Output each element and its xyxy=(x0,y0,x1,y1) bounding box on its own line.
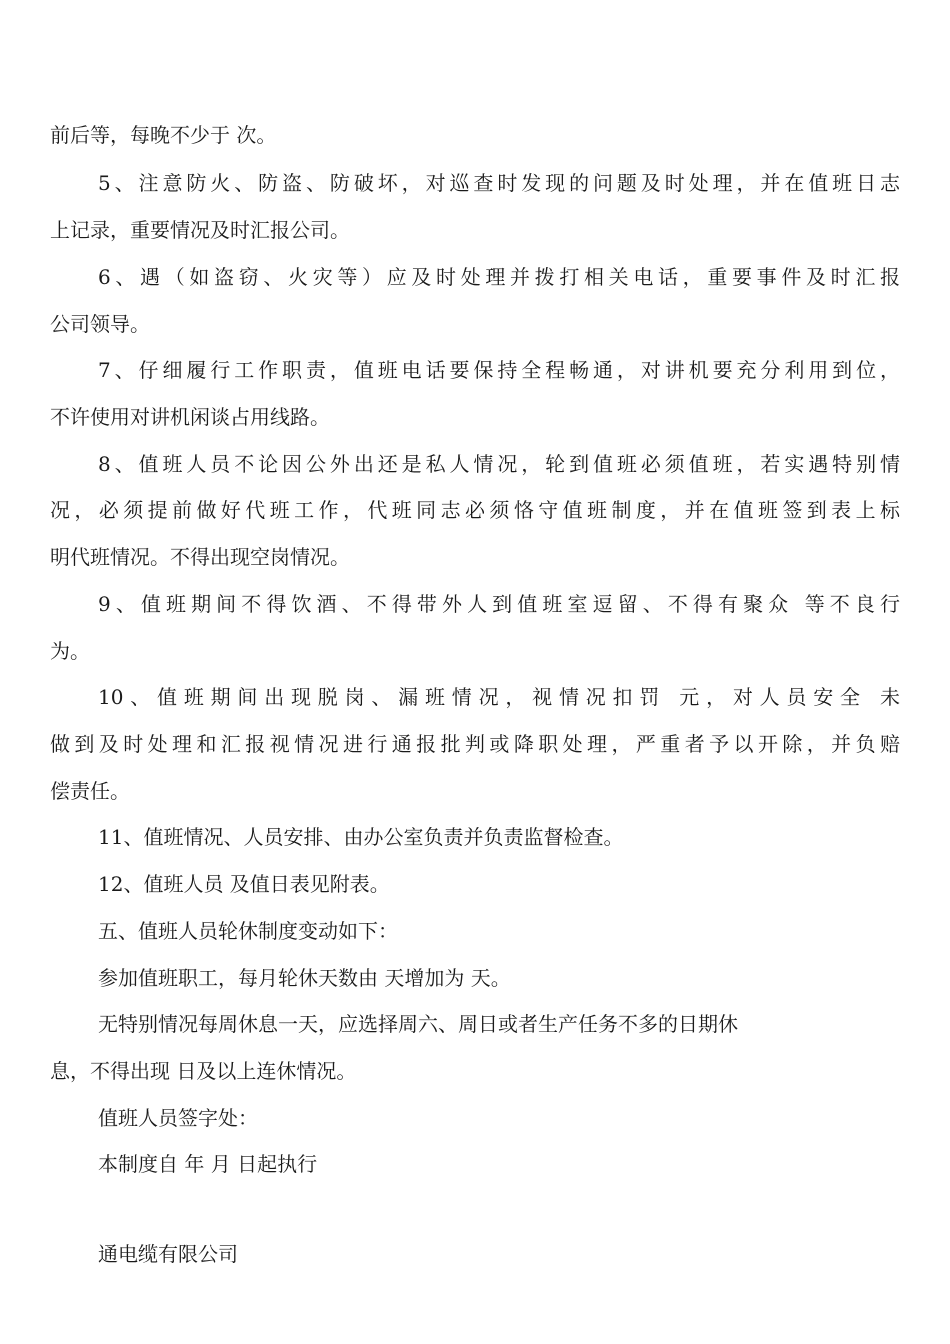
company-name: 通电缆有限公司 xyxy=(98,1242,238,1266)
text-line: 5、注意防火、防盗、防破坏，对巡查时发现的问题及时处理，并在值班日志 xyxy=(98,171,900,195)
text-line: 本制度自 年 月 日起执行 xyxy=(98,1152,318,1176)
text-line: 无特别情况每周休息一天，应选择周六、周日或者生产任务不多的日期休 xyxy=(98,1012,738,1036)
text-line: 公司领导。 xyxy=(50,312,150,336)
text-line: 值班人员签字处： xyxy=(98,1106,258,1130)
text-line: 为。 xyxy=(50,639,90,663)
text-line: 9、值班期间不得饮酒、不得带外人到值班室逗留、不得有聚众 等不良行 xyxy=(98,592,900,616)
text-line: 不许使用对讲机闲谈占用线路。 xyxy=(50,405,330,429)
text-line: 8、值班人员不论因公外出还是私人情况，轮到值班必须值班，若实遇特别情 xyxy=(98,452,900,476)
text-line: 做到及时处理和汇报视情况进行通报批判或降职处理，严重者予以开除，并负赔 xyxy=(50,732,900,756)
text-line: 偿责任。 xyxy=(50,779,130,803)
text-line: 况，必须提前做好代班工作，代班同志必须恪守值班制度，并在值班签到表上标 xyxy=(50,498,900,522)
text-line: 6、遇（如盗窃、火灾等）应及时处理并拨打相关电话，重要事件及时汇报 xyxy=(98,265,900,289)
text-line: 7、仔细履行工作职责，值班电话要保持全程畅通，对讲机要充分利用到位， xyxy=(98,358,900,382)
text-line: 11、值班情况、人员安排、由办公室负责并负责监督检查。 xyxy=(98,825,624,849)
text-line: 息，不得出现 日及以上连休情况。 xyxy=(50,1059,357,1083)
text-line: 上记录，重要情况及时汇报公司。 xyxy=(50,218,350,242)
text-line: 参加值班职工，每月轮休天数由 天增加为 天。 xyxy=(98,966,511,990)
text-line: 12、值班人员 及值日表见附表。 xyxy=(98,872,390,896)
text-line: 明代班情况。不得出现空岗情况。 xyxy=(50,545,350,569)
text-line: 前后等，每晚不少于 次。 xyxy=(50,123,277,147)
text-line: 10、值班期间出现脱岗、漏班情况，视情况扣罚 元，对人员安全 未 xyxy=(98,685,900,709)
text-line: 五、值班人员轮休制度变动如下： xyxy=(98,919,398,943)
